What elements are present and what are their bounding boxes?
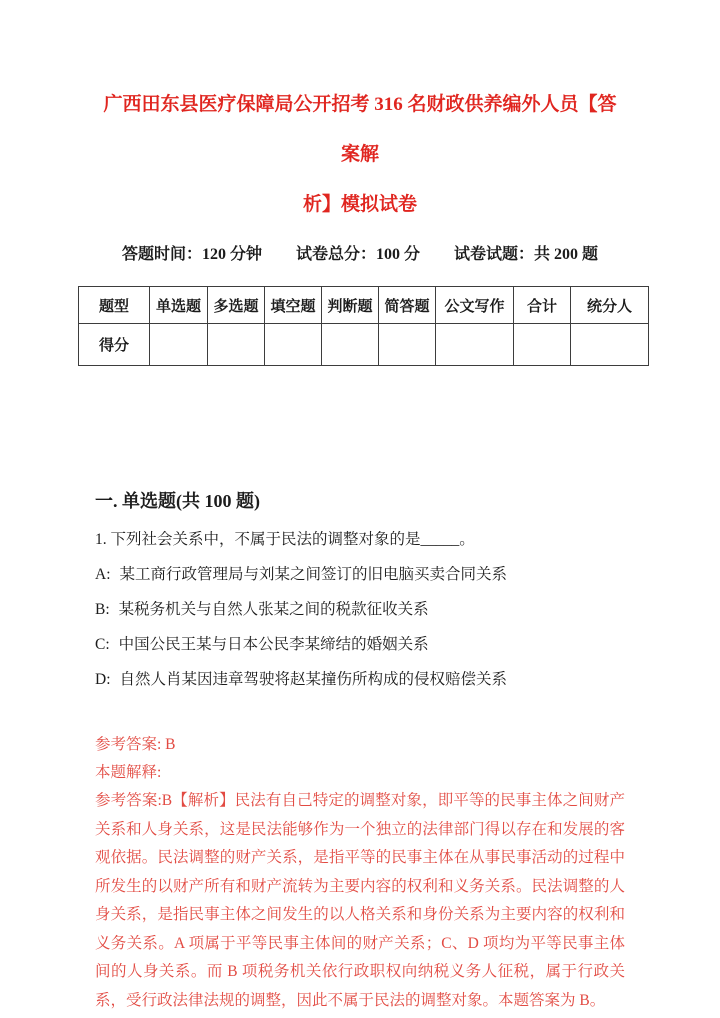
section-heading-single-choice: 一. 单选题(共 100 题)	[95, 491, 260, 511]
score-header-true-false: 判断题	[322, 287, 379, 324]
score-cell	[436, 324, 514, 366]
score-header-multi-choice: 多选题	[208, 287, 265, 324]
score-header-total: 合计	[514, 287, 571, 324]
score-row-label: 得分	[79, 324, 150, 366]
option-c-label: C:	[95, 636, 110, 653]
exam-meta	[95, 244, 625, 266]
question-1-option-a	[95, 564, 625, 586]
option-a-label: A:	[95, 566, 111, 583]
exam-title-line-1: 广西田东县医疗保障局公开招考 316 名财政供养编外人员【答案解	[103, 94, 617, 165]
exam-title-line-2: 析】模拟试卷	[302, 194, 417, 215]
explanation-paragraph: 参考答案:B【解析】民法有自己特定的调整对象，即平等的民事主体之间财产关系和人身关系，这是民法能够作为一个独立的法律部门得以存在和发展的客观依据。民法调整的财产关系，是指平等的民事主体在从事民事活动的过程中所发生的以财产所有和财产流转为主要内容的权利和义务关系。民法调整的人身关系，是指民事主体之间发生的以人格关系和身份关系为主要内容的权利和义务关系。A 项属于平等民事主体间的财产关系；C、D 项均为平等民事主体间的人身关系。而 B 项税务机关依行政职权向纳税义务人征税，属于行政关系，受行政法律法规的调整，因此不属于民法的调整对象。本题答案为 B。	[95, 792, 625, 1009]
question-1-option-c	[95, 634, 625, 656]
score-header-type: 题型	[79, 287, 150, 324]
question-1-option-d	[95, 669, 625, 691]
score-table-score-row	[79, 324, 649, 366]
score-cell	[514, 324, 571, 366]
question-1-text: 1. 下列社会关系中，不属于民法的调整对象的是_____。	[95, 531, 475, 548]
meta-answer-time: 答题时间：120 分钟	[121, 246, 262, 263]
score-header-single-choice: 单选题	[150, 287, 208, 324]
option-d-label: D:	[95, 671, 111, 688]
option-b-label: B:	[95, 601, 110, 618]
score-cell	[571, 324, 649, 366]
score-cell	[150, 324, 208, 366]
score-header-official-writing: 公文写作	[436, 287, 514, 324]
score-header-scorer: 统分人	[571, 287, 649, 324]
score-table-header-row	[79, 287, 649, 324]
score-cell	[379, 324, 436, 366]
option-d-text: 自然人肖某因违章驾驶将赵某撞伤所构成的侵权赔偿关系	[119, 671, 508, 688]
explanation-label: 本题解释:	[95, 764, 162, 781]
score-header-short-answer: 简答题	[379, 287, 436, 324]
option-b-text: 某税务机关与自然人张某之间的税款征收关系	[118, 601, 429, 618]
reference-answer: 参考答案: B	[95, 736, 176, 753]
score-cell	[208, 324, 265, 366]
score-header-fill-blank: 填空题	[265, 287, 322, 324]
meta-question-count: 试卷试题：共 200 题	[454, 246, 599, 263]
question-1-option-b	[95, 599, 625, 621]
option-a-text: 某工商行政管理局与刘某之间签订的旧电脑买卖合同关系	[119, 566, 508, 583]
meta-total-score: 试卷总分：100 分	[295, 246, 420, 263]
option-c-text: 中国公民王某与日本公民李某缔结的婚姻关系	[118, 636, 429, 653]
score-cell	[322, 324, 379, 366]
score-table	[78, 286, 649, 366]
exam-title	[95, 80, 625, 230]
score-cell	[265, 324, 322, 366]
